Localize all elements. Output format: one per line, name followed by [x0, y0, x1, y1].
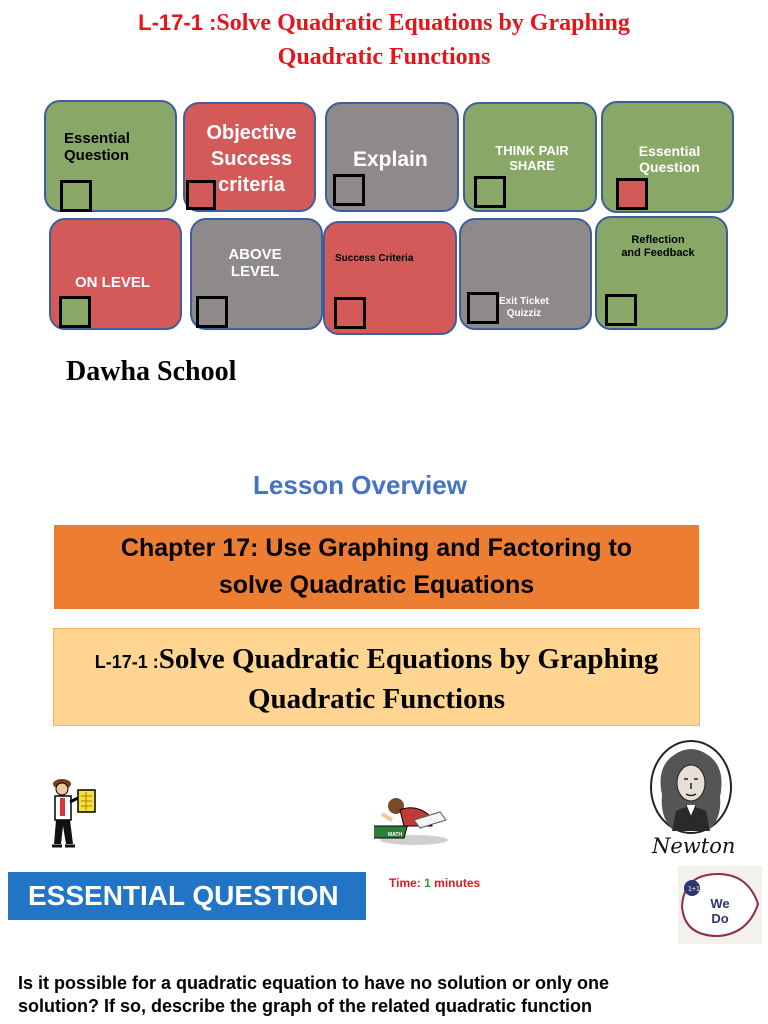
tile-label: Success Criteria	[335, 253, 414, 264]
checkbox[interactable]	[334, 297, 366, 329]
tile-label: ON LEVEL	[75, 274, 151, 291]
checkbox[interactable]	[196, 296, 228, 328]
checkbox-checked[interactable]	[59, 296, 91, 328]
tile-label: Objective	[206, 122, 297, 144]
we-do-badge	[678, 866, 762, 944]
lesson-code: L-17-1 :	[94, 652, 159, 672]
title-line1: Solve Quadratic Equations by Graphing	[216, 10, 630, 36]
tile-label: LEVEL	[230, 263, 280, 281]
tile-essential-question-2[interactable]	[601, 101, 734, 213]
student-studying-clipart-icon	[374, 786, 450, 846]
tile-think-pair-share[interactable]	[463, 102, 597, 212]
title-line2: Quadratic Functions	[277, 44, 491, 70]
tile-on-level[interactable]	[49, 218, 182, 330]
tile-exit-ticket[interactable]	[459, 218, 592, 330]
school-name: Dawha School	[66, 356, 237, 387]
checkbox[interactable]	[467, 292, 499, 324]
teacher-clipart-icon	[48, 776, 100, 852]
tile-success-criteria[interactable]	[323, 221, 457, 335]
question-line1: Is it possible for a quadratic equation to have no solution or only one	[18, 973, 610, 993]
tile-explain[interactable]	[325, 102, 459, 212]
lesson-overview-heading: Lesson Overview	[253, 470, 467, 500]
essential-question-banner: ESSENTIAL QUESTION	[8, 872, 366, 920]
chapter-banner	[54, 525, 699, 609]
tile-reflection-feedback[interactable]	[595, 216, 728, 330]
question-line2: solution? If so, describe the graph of the related quadratic function	[18, 996, 593, 1016]
tile-label: Explain	[353, 148, 428, 171]
checkbox[interactable]	[186, 180, 216, 210]
tile-label: THINK PAIR	[495, 143, 569, 158]
math-book-label: MATH	[388, 832, 403, 838]
checkbox[interactable]	[333, 174, 365, 206]
tile-label: and Feedback	[621, 246, 695, 259]
we-do-line1: We	[710, 896, 730, 911]
newton-caption: Newton	[652, 834, 736, 858]
essential-question-text	[18, 972, 758, 1018]
page-title	[0, 6, 768, 74]
lesson-line1: Solve Quadratic Equations by Graphing	[158, 643, 659, 675]
timer-unit: minutes	[434, 876, 481, 890]
timer-value: 1	[424, 876, 431, 890]
checkbox[interactable]	[60, 180, 92, 212]
chapter-line2: solve Quadratic Equations	[218, 571, 535, 599]
tile-label: ABOVE	[228, 246, 282, 263]
svg-text:1+1: 1+1	[688, 886, 700, 893]
timer	[389, 876, 480, 890]
tile-label: Essential	[638, 143, 701, 159]
we-do-line2: Do	[711, 911, 729, 926]
tile-essential-question[interactable]	[44, 100, 177, 212]
newton-portrait-icon	[648, 737, 734, 835]
tile-label: SHARE	[509, 157, 555, 173]
checkbox[interactable]	[474, 176, 506, 208]
tile-label: criteria	[218, 174, 285, 196]
tile-label: Question	[639, 159, 700, 176]
tile-label: Reflection	[631, 234, 685, 246]
tile-label: Success	[210, 148, 293, 170]
tile-label: Essential	[64, 130, 130, 147]
chapter-line1: Chapter 17: Use Graphing and Factoring to	[120, 534, 633, 562]
tile-label: Question	[64, 147, 130, 165]
lesson-line2: Quadratic Functions	[248, 683, 505, 715]
tile-objective-success-criteria[interactable]	[183, 102, 316, 212]
tile-above-level[interactable]	[190, 218, 323, 330]
tile-label: Quizziz	[506, 307, 542, 319]
checkbox-checked[interactable]	[616, 178, 648, 210]
title-code: L-17-1 :	[138, 10, 217, 35]
checkbox[interactable]	[605, 294, 637, 326]
lesson-banner	[53, 628, 700, 726]
tile-label: Exit Ticket	[499, 296, 549, 307]
timer-label: Time:	[389, 876, 421, 890]
